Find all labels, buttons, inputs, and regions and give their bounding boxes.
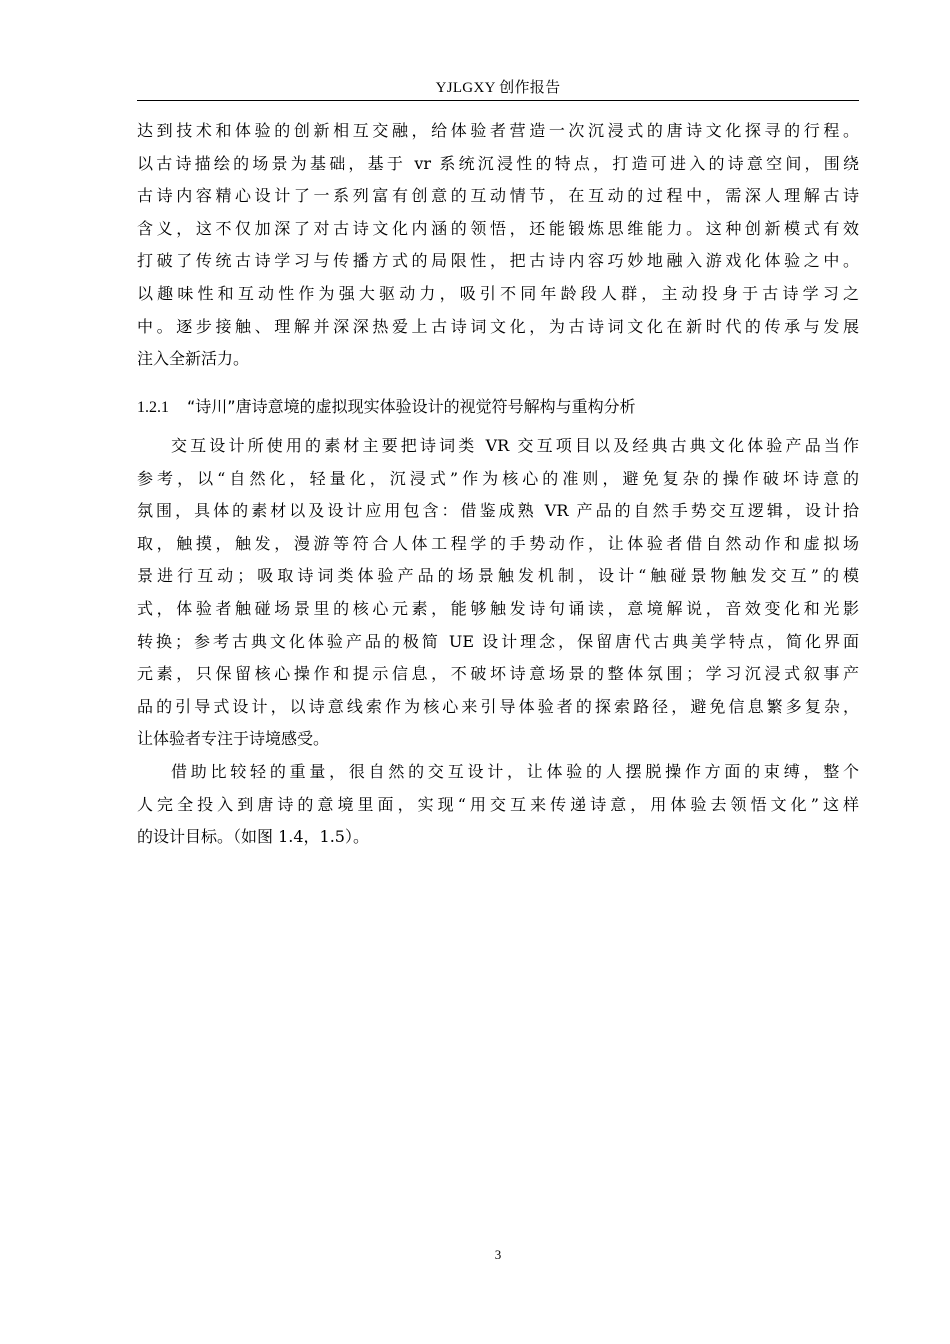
text-line: 打破了传统古诗学习与传播方式的局限性，把古诗内容巧妙地融入游戏化体验之中。: [137, 251, 859, 271]
header-rule: [137, 100, 859, 101]
paragraph-conclusion: [137, 756, 859, 854]
text-line: 转换；参考古典文化体验产品的极简 UE 设计理念，保留唐代古典美学特点，简化界面: [137, 631, 859, 651]
text-line: 达到技术和体验的创新相互交融，给体验者营造一次沉浸式的唐诗文化探寻的行程。: [137, 121, 859, 140]
text-line: 借助比较轻的重量，很自然的交互设计，让体验的人摆脱操作方面的束缚，整个: [171, 762, 859, 781]
text-line: 注入全新活力。: [137, 349, 250, 369]
section-heading: [137, 394, 859, 421]
text-line: 元素，只保留核心操作和提示信息，不破坏诗意场景的整体氛围；学习沉浸式叙事产: [137, 664, 859, 684]
text-line: 人完全投入到唐诗的意境里面，实现“用交互来传递诗意，用体验去领悟文化”这样: [137, 794, 859, 814]
section-title: “诗川”唐诗意境的虚拟现实体验设计的视觉符号解构与重构分析: [187, 397, 636, 416]
text-line: 以趣味性和互动性作为强大驱动力，吸引不同年龄段人群，主动投身于古诗学习之: [137, 283, 859, 303]
text-line: 品的引导式设计，以诗意线索作为核心来引导体验者的探索路径，避免信息繁多复杂，: [137, 696, 859, 716]
text-line: 含义，这不仅加深了对古诗文化内涵的领悟，还能锻炼思维能力。这种创新模式有效: [137, 218, 859, 238]
text-line: 氛围，具体的素材以及设计应用包含：借鉴成熟 VR 产品的自然手势交互逻辑，设计拾: [137, 501, 859, 521]
text-line: 取，触摸，触发，漫游等符合人体工程学的手势动作，让体验者借自然动作和虚拟场: [137, 533, 859, 553]
text-line: 的设计目标。（如图 1.4，1.5）。: [137, 827, 369, 847]
page-header: YJLGXY 创作报告: [435, 80, 561, 96]
paragraph-intro: [137, 115, 859, 376]
text-line: 中。逐步接触、理解并深深热爱上古诗词文化，为古诗词文化在新时代的传承与发展: [137, 316, 859, 336]
section-number: 1.2.1: [137, 399, 169, 416]
paragraph-materials: [137, 430, 859, 756]
text-line: 以古诗描绘的场景为基础，基于 vr 系统沉浸性的特点，打造可进入的诗意空间，围绕: [137, 153, 859, 173]
text-line: 让体验者专注于诗境感受。: [137, 729, 330, 749]
text-line: 交互设计所使用的素材主要把诗词类 VR 交互项目以及经典古典文化体验产品当作: [171, 436, 859, 455]
page-number: 3: [494, 1247, 502, 1262]
text-line: 式，体验者触碰场景里的核心元素，能够触发诗句诵读，意境解说，音效变化和光影: [137, 598, 859, 618]
text-line: 参考，以“自然化，轻量化，沉浸式”作为核心的准则，避免复杂的操作破坏诗意的: [137, 468, 859, 488]
text-line: 景进行互动；吸取诗词类体验产品的场景触发机制，设计“触碰景物触发交互”的模: [137, 566, 859, 586]
text-line: 古诗内容精心设计了一系列富有创意的互动情节，在互动的过程中，需深人理解古诗: [137, 186, 859, 206]
